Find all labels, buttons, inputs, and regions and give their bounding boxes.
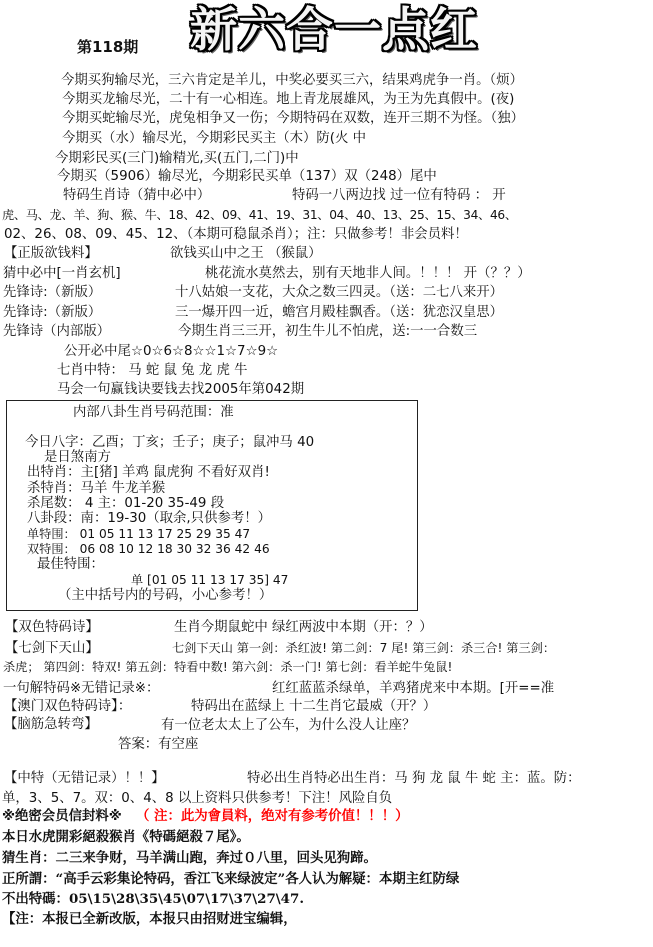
jie-label: 一句解特码※无错记录※： bbox=[3, 681, 160, 696]
bagua-kill: 杀特肖：马羊 牛龙羊猴 bbox=[27, 481, 166, 496]
sword-label: 【七剑下天山】 bbox=[5, 641, 99, 656]
horse-line: 马会一句赢钱诀要钱去找2005年第042期 bbox=[57, 382, 305, 397]
bottom-line-3: 正所謂：“高手云彩集论特码，香江飞来绿波定”各人认为解疑：本期主红防绿 bbox=[2, 871, 460, 887]
poem-line: 今期买狗输尽光，三六肯定是羊儿，中奖必要买三六，结果鸡虎争一肖。（烦） bbox=[61, 73, 523, 88]
macau-text: 特码出在蓝绿上 十二生肖它最威（开？） bbox=[191, 699, 437, 714]
bagua-note: （主中括号内的号码，小心参考！） bbox=[58, 588, 273, 603]
poem-line: 今期买龙输尽光，二十有一心相连。地上青龙展雄风，为王为先真假中。(夜) bbox=[62, 92, 515, 107]
bagua-best-value: 单 [01 05 11 13 17 35] 47 bbox=[131, 573, 289, 587]
brain-label: 【脑筋急转弯】 bbox=[4, 717, 98, 732]
bottom-line-1: 本日水虎開彩絕殺猴肖《特碼絕殺７尾》。 bbox=[2, 829, 250, 845]
issue-number: 第118期 bbox=[77, 38, 139, 56]
bagua-single: 单特围： 01 05 11 13 17 25 29 35 47 bbox=[27, 527, 251, 541]
bottom-line-4: 不出特碼：05\15\28\35\45\07\17\37\27\47. bbox=[2, 891, 304, 907]
bottom-line-5: 【注：本报已全新改版，本报只由招财进宝编辑， bbox=[2, 911, 297, 927]
double-color-label: 【双色特码诗】 bbox=[5, 620, 99, 635]
bagua-title: 内部八卦生肖号码范围：准 bbox=[73, 405, 234, 420]
sword-text: 七剑下天山 第一剑：杀红波! 第二剑：7 尾! 第三剑：杀三合! 第三剑： bbox=[172, 641, 556, 655]
special-text: 特必出生肖特必出生肖：马 狗 龙 鼠 牛 蛇 主：蓝。防： bbox=[247, 771, 581, 786]
double-color-text: 生肖今期鼠蛇中 绿红两波中本期（开：？） bbox=[174, 620, 433, 635]
bagua-gua: 八卦段：南：19-30（取余,只供参考！） bbox=[27, 511, 272, 526]
zhengban-text: 欲钱买山中之王 （猴鼠） bbox=[170, 246, 322, 261]
poem-line: 今期买（5906）输尽光，今期彩民买单（137）双（248）尾中 bbox=[57, 169, 437, 184]
bagua-double: 双特围： 06 08 10 12 18 30 32 36 42 46 bbox=[27, 542, 270, 556]
pioneer-label: 先锋诗:（新版） bbox=[3, 305, 102, 320]
zodiac-hint: 特码一八两边找 过一位有特码 ： 开 bbox=[292, 188, 506, 203]
pioneer-text: 三一爆开四一近，蟾宫月殿桂飘香。（送：犹恋汉皇思） bbox=[175, 305, 504, 320]
bagua-sha: 是日煞南方 bbox=[44, 450, 111, 465]
seven-zodiac: 七肖中特： 马 蛇 鼠 兔 龙 虎 牛 bbox=[57, 363, 248, 378]
macau-label: 【澳门双色特码诗】： bbox=[4, 699, 132, 714]
pioneer-label: 先锋诗:（新版） bbox=[3, 285, 102, 300]
jie-text: 红红蓝蓝杀绿单，羊鸡猪虎来中本期。[开==准 bbox=[272, 681, 555, 696]
tail-line: 公开必中尾☆0☆6☆8☆☆1☆7☆9☆ bbox=[64, 344, 279, 359]
brain-answer: 答案：有空座 bbox=[118, 737, 199, 752]
sword-text-2: 杀虎； 第四剑：特双! 第五剑：特看中数! 第六剑：杀一门! 第七剑：看羊蛇牛兔鼠! bbox=[3, 660, 453, 674]
member-note-bracket bbox=[136, 808, 408, 825]
poem-line: 今期彩民买(三门)输精光,买(五门,二门)中 bbox=[55, 151, 299, 166]
poem-line: 今期买（水）输尽光，今期彩民买主（木）防(火 中 bbox=[62, 131, 367, 146]
bagua-best: 最佳特围： bbox=[37, 557, 104, 572]
special-label: 【中特（无错记录）！！】 bbox=[4, 771, 165, 786]
bottom-line-2: 猜生肖：二三来争财，马羊满山跑，奔过０八里，回头见狗蹄。 bbox=[2, 850, 377, 866]
bagua-eight: 今日八字：乙酉；丁亥；壬子；庚子；鼠冲马 40 bbox=[25, 435, 315, 450]
zodiac-label: 特码生肖诗（猜中必中） bbox=[63, 188, 211, 203]
pioneer-label: 先锋诗（内部版） bbox=[3, 324, 111, 339]
bagua-out: 出特肖：主[猪] 羊鸡 鼠虎狗 不看好双肖! bbox=[27, 465, 270, 480]
bagua-tail: 杀尾数： 4 主：01-20 35-49 段 bbox=[27, 496, 225, 511]
member-label: ※绝密会员信封料※ bbox=[2, 809, 122, 824]
zodiac-numbers-2: 02、26、08、09、45、12、（本期可稳鼠杀肖）；注：只做参考！非会员料！ bbox=[4, 227, 468, 242]
brain-text: 有一位老太太上了公车，为什么没人让座？ bbox=[161, 718, 416, 733]
pioneer-text: 今期生肖三三开，初生牛儿不怕虎，送:一一合数三 bbox=[178, 324, 478, 339]
special-text-2: 单，3、5、7。双：0、4、8 以上资料只供参考！下注！风险自负 bbox=[2, 791, 393, 806]
zhengban-label: 【正版欲钱料】 bbox=[4, 246, 98, 261]
pioneer-text: 十八姑娘一支花，大众之数三四灵。（送：二七八来开） bbox=[175, 285, 504, 300]
zodiac-numbers: 虎、马、龙、羊、狗、猴、牛、18、42、09、41、19、31、04、40、13、25、15、34、46、 bbox=[2, 208, 517, 222]
guess-text: 桃花流水莫然去，别有天地非人间。！！！ 开（？？） bbox=[205, 266, 531, 281]
page-title: 新六合一点红 bbox=[190, 3, 478, 58]
poem-line: 今期买蛇输尽光，虎兔相争又一伤；今期特码在双数，连开三期不为怪。（独） bbox=[62, 111, 524, 126]
member-note: （ 注：此为會員料，绝对有参考价值！！！） bbox=[136, 809, 409, 824]
guess-label: 猜中必中[一肖玄机] bbox=[3, 266, 121, 281]
